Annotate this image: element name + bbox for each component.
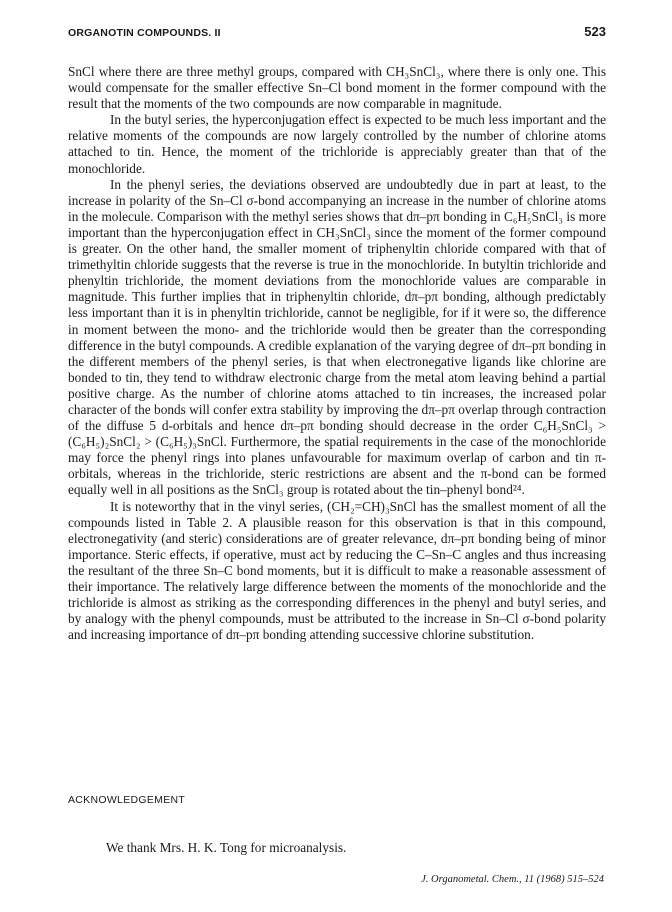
page-header: [68, 24, 606, 48]
page-number: 523: [584, 24, 606, 39]
paragraph-vinyl-series: It is noteworthy that in the vinyl series, (CH₂=CH)₃SnCl has the smallest moment of all the compounds listed in Table 2. A plausible reason for this observation is that in this compound, electronegativity (and steric) considerations are of greater relevance, dπ–pπ bonding being of minor importance. Steric effects, if operative, must act by reducing the C–Sn–C angles and thus increasing the resultant of the three Sn–C bond moments, but it is difficult to make a reasonable assessment of their importance. The relatively large difference between the moments of the monochloride and the trichloride is almost as striking as the corresponding differences in the phenyl and butyl series, and by analogy with the phenyl compounds, must be attributed to the increase in Sn–Cl σ-bond polarity and increasing importance of dπ–pπ bonding attending successive chlorine substitution.: [68, 498, 606, 643]
paragraph-butyl-series: In the butyl series, the hyperconjugation effect is expected to be much less important and the relative moments of the compounds are now largely controlled by the number of chlorine atoms attached to tin. Hence, the moment of the trichloride is appreciably greater than that of the monochloride.: [68, 112, 606, 176]
acknowledgement-text: We thank Mrs. H. K. Tong for microanalysis.: [106, 840, 347, 855]
article-body: [68, 64, 606, 643]
paragraph-continuation: SnCl where there are three methyl groups, compared with CH₃SnCl₃, where there is only one. This would compensate for the smaller effective Sn–Cl bond moment in the former compound with the result that the moments of the two compounds are now comparable in magnitude.: [68, 64, 606, 112]
section-heading-acknowledgement: ACKNOWLEDGEMENT: [68, 794, 186, 806]
running-head: ORGANOTIN COMPOUNDS. II: [68, 27, 221, 39]
paragraph-phenyl-series: In the phenyl series, the deviations observed are undoubtedly due in part at least, to the increase in polarity of the Sn–Cl σ-bond accompanying an increase in the number of chlorine atoms in the molecule. Comparison with the methyl series shows that dπ–pπ bonding in C₆H₅SnCl₃ is more important than the hyperconjugation effect in CH₃SnCl₃ since the moment of the former compound is greater. On the other hand, the smaller moment of triphenyltin chloride compared with that of trimethyltin chloride suggests that the reverse is true in the monochloride. In butyltin trichloride and phenyltin trichloride, the moment deviations from the monochloride values are comparable in magnitude. This further implies that in triphenyltin chloride, dπ–pπ bonding, although predictably less important than it is in phenyltin trichloride, cannot be negligible, for if it were so, the difference in moment between the mono- and the trichloride would then be greater than the corresponding difference in the butyl compounds. A credible explanation of the varying degree of dπ–pπ bonding in the different members of the phenyl series, is that when electronegative ligands like chlorine are bonded to tin, they tend to withdraw electronic charge from the metal atom leaving behind a partial positive charge. As the number of chlorine atoms attached to tin increases, the increased polar character of the bonds will confer extra stability by improving the dπ–pπ overlap through contraction of the diffuse 5 d-orbitals and hence dπ–pπ bonding should decrease in the order C₆H₅SnCl₃ > (C₆H₅)₂SnCl₂ > (C₆H₅)₃SnCl. Furthermore, the spatial requirements in the case of the monochloride may force the phenyl rings into planes unfavourable for maximum overlap of carbon and tin π-orbitals, whereas in the trichloride, steric restrictions are absent and the π-bond can be formed equally well in all positions as the SnCl₃ group is rotated about the tin–phenyl bond²⁴.: [68, 176, 606, 498]
journal-citation-footer: J. Organometal. Chem., 11 (1968) 515–524: [421, 874, 604, 885]
